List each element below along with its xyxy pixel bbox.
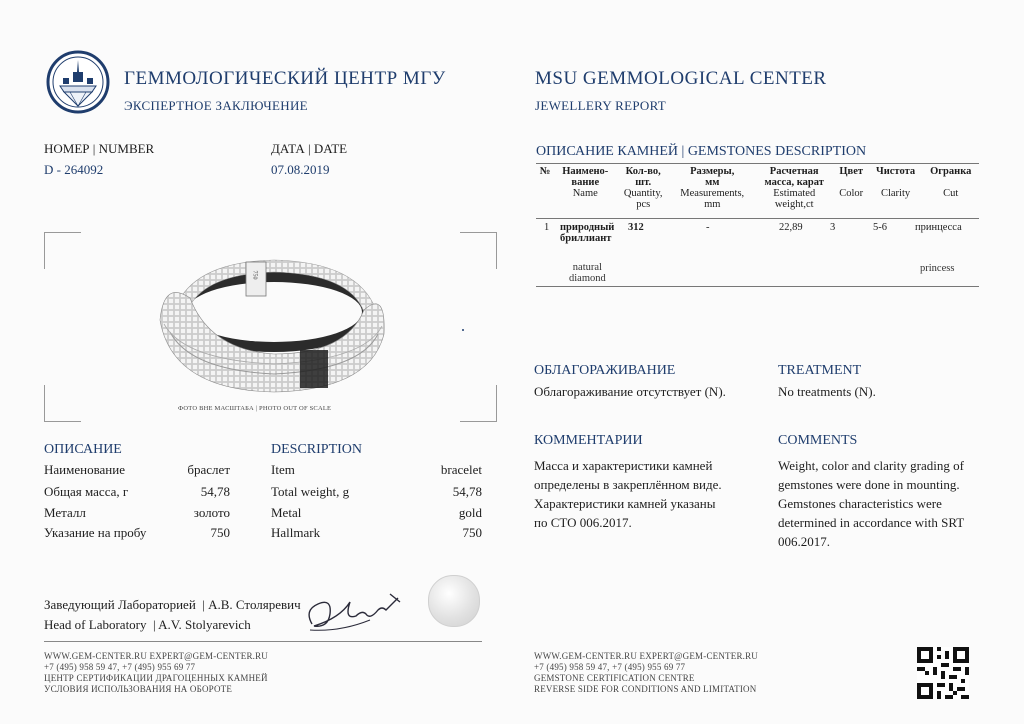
en-desc-label: Hallmark — [271, 525, 321, 540]
col-weight-ru: Расчетная масса, карат — [764, 166, 824, 188]
footer-rule — [44, 641, 482, 642]
photo-frame-corner — [460, 385, 497, 422]
ru-center-title: ГЕММОЛОГИЧЕСКИЙ ЦЕНТР МГУ — [124, 68, 446, 89]
en-report-subtitle: JEWELLERY REPORT — [535, 98, 667, 113]
ru-desc-row — [44, 525, 230, 541]
gems-header-ru — [536, 166, 979, 188]
col-color-ru: Цвет — [839, 166, 864, 177]
clasp-hallmark: 750 — [251, 270, 258, 280]
ru-desc-label: Наименование — [44, 462, 125, 477]
ru-desc-row — [44, 484, 230, 500]
footer-right — [534, 651, 758, 695]
gem-color: 3 — [830, 222, 836, 233]
photo-caption: ФОТО ВНЕ МАСШТАБА | PHOTO OUT OF SCALE — [178, 405, 332, 412]
en-desc-row — [271, 462, 482, 478]
col-cut-ru: Огранка — [930, 166, 972, 177]
ru-report-subtitle: ЭКСПЕРТНОЕ ЗАКЛЮЧЕНИЕ — [124, 98, 308, 113]
col-clarity-ru: Чистота — [876, 166, 916, 177]
date-value: 07.08.2019 — [271, 162, 330, 177]
gem-name-en: natural diamond — [569, 262, 606, 284]
gemstones-table-bottom-rule — [536, 286, 979, 287]
ru-desc-row — [44, 462, 230, 478]
ru-desc-value: браслет — [187, 462, 230, 477]
en-desc-value: 54,78 — [452, 484, 482, 499]
number-value: D - 264092 — [44, 162, 104, 177]
number-label: НОМЕР | NUMBER — [44, 141, 155, 156]
date-label: ДАТА | DATE — [271, 141, 348, 156]
en-desc-label: Total weight, g — [271, 484, 350, 499]
gem-name-ru: природный бриллиант — [560, 222, 615, 244]
en-desc-value: gold — [458, 505, 482, 520]
signature-ru-line: Заведующий Лабораторией | А.В. Столяревич — [44, 597, 301, 612]
ru-desc-value: 750 — [210, 525, 230, 540]
gemstones-table — [536, 166, 979, 210]
en-desc-label: Item — [271, 462, 295, 477]
ru-desc-row — [44, 505, 230, 521]
ru-desc-value: 54,78 — [200, 484, 230, 499]
footer-left-web: WWW.GEM-CENTER.RU EXPERT@GEM-CENTER.RU — [44, 651, 268, 661]
col-qty-en: Quantity, pcs — [623, 188, 663, 210]
footer-left-phone: +7 (495) 958 59 47, +7 (495) 955 69 77 — [44, 662, 196, 672]
gem-no: 1 — [544, 222, 550, 233]
photo-frame-corner — [460, 232, 497, 269]
col-cut-en: Cut — [943, 188, 959, 199]
footer-left-org: ЦЕНТР СЕРТИФИКАЦИИ ДРАГОЦЕННЫХ КАМНЕЙ — [44, 673, 268, 683]
ru-desc-label: Металл — [44, 505, 86, 520]
col-no: № — [539, 166, 551, 177]
signature-icon — [300, 580, 410, 640]
photo-frame-corner — [44, 232, 81, 269]
en-treatment-text: No treatments (N). — [778, 384, 876, 399]
col-weight-en: Estimated weight,ct — [773, 188, 816, 210]
en-desc-value: 750 — [462, 525, 482, 540]
ru-description-heading: ОПИСАНИЕ — [44, 442, 122, 457]
gemstones-heading: ОПИСАНИЕ КАМНЕЙ | GEMSTONES DESCRIPTION — [536, 144, 867, 159]
gem-weight: 22,89 — [779, 222, 803, 233]
col-qty-ru: Кол-во, шт. — [625, 166, 661, 188]
gem-cut-en: princess — [920, 263, 955, 274]
en-comments-heading: COMMENTS — [778, 433, 858, 448]
ru-comments-text: Масса и характеристики камней определены в закреплённом виде. Характеристики камней указаны по СТО 006.2017. — [534, 458, 722, 530]
en-desc-row — [271, 525, 482, 541]
col-size-ru: Размеры, мм — [690, 166, 735, 188]
ru-desc-label: Указание на пробу — [44, 525, 147, 540]
ru-desc-label: Общая масса, г — [44, 484, 129, 499]
gemstones-table-top-rule — [536, 163, 979, 164]
en-desc-label: Metal — [271, 505, 302, 520]
gem-clarity: 5-6 — [873, 222, 887, 233]
gem-qty: 312 — [628, 222, 644, 233]
en-treatment-heading: TREATMENT — [778, 363, 862, 378]
ru-desc-value: золото — [193, 505, 230, 520]
col-color-en: Color — [839, 188, 864, 199]
en-center-title: MSU GEMMOLOGICAL CENTER — [535, 68, 827, 89]
qr-code-icon — [917, 647, 969, 699]
photo-frame-corner — [44, 385, 81, 422]
footer-left-terms: УСЛОВИЯ ИСПОЛЬЗОВАНИЯ НА ОБОРОТЕ — [44, 684, 233, 694]
footer-right-web: WWW.GEM-CENTER.RU EXPERT@GEM-CENTER.RU — [534, 651, 758, 661]
ru-treatment-heading: ОБЛАГОРАЖИВАНИЕ — [534, 363, 676, 378]
gemstones-table-mid-rule — [536, 218, 979, 219]
col-size-en: Measurements, mm — [680, 188, 745, 210]
en-comments-text: Weight, color and clarity grading of gemstones were done in mounting. Gemstones characteristics were determined in accordance with SRT 006.2017. — [778, 458, 965, 549]
speck — [462, 329, 464, 331]
hologram-seal-icon — [428, 575, 480, 627]
col-clarity-en: Clarity — [880, 188, 911, 199]
bracelet-photo — [150, 250, 390, 400]
ru-treatment-text: Облагораживание отсутствует (N). — [534, 384, 726, 399]
msu-logo-icon — [46, 50, 110, 114]
gem-size: - — [706, 222, 710, 233]
en-desc-row — [271, 484, 482, 500]
footer-left — [44, 651, 268, 695]
footer-right-phone: +7 (495) 958 59 47, +7 (495) 955 69 77 — [534, 662, 686, 672]
en-desc-row — [271, 505, 482, 521]
gem-cut-ru: принцесса — [915, 222, 962, 233]
signature-en-line: Head of Laboratory | A.V. Stolyarevich — [44, 617, 251, 632]
col-name-ru: Наимено- вание — [562, 166, 609, 188]
ru-comments-heading: КОММЕНТАРИИ — [534, 433, 643, 448]
footer-right-terms: REVERSE SIDE FOR CONDITIONS AND LIMITATION — [534, 684, 757, 694]
en-desc-value: bracelet — [440, 462, 482, 477]
gems-header-en — [536, 188, 979, 210]
col-name-en: Name — [572, 188, 598, 199]
en-description-heading: DESCRIPTION — [271, 442, 363, 457]
footer-right-org: GEMSTONE CERTIFICATION CENTRE — [534, 673, 695, 683]
gemstones-data-row — [536, 222, 979, 284]
